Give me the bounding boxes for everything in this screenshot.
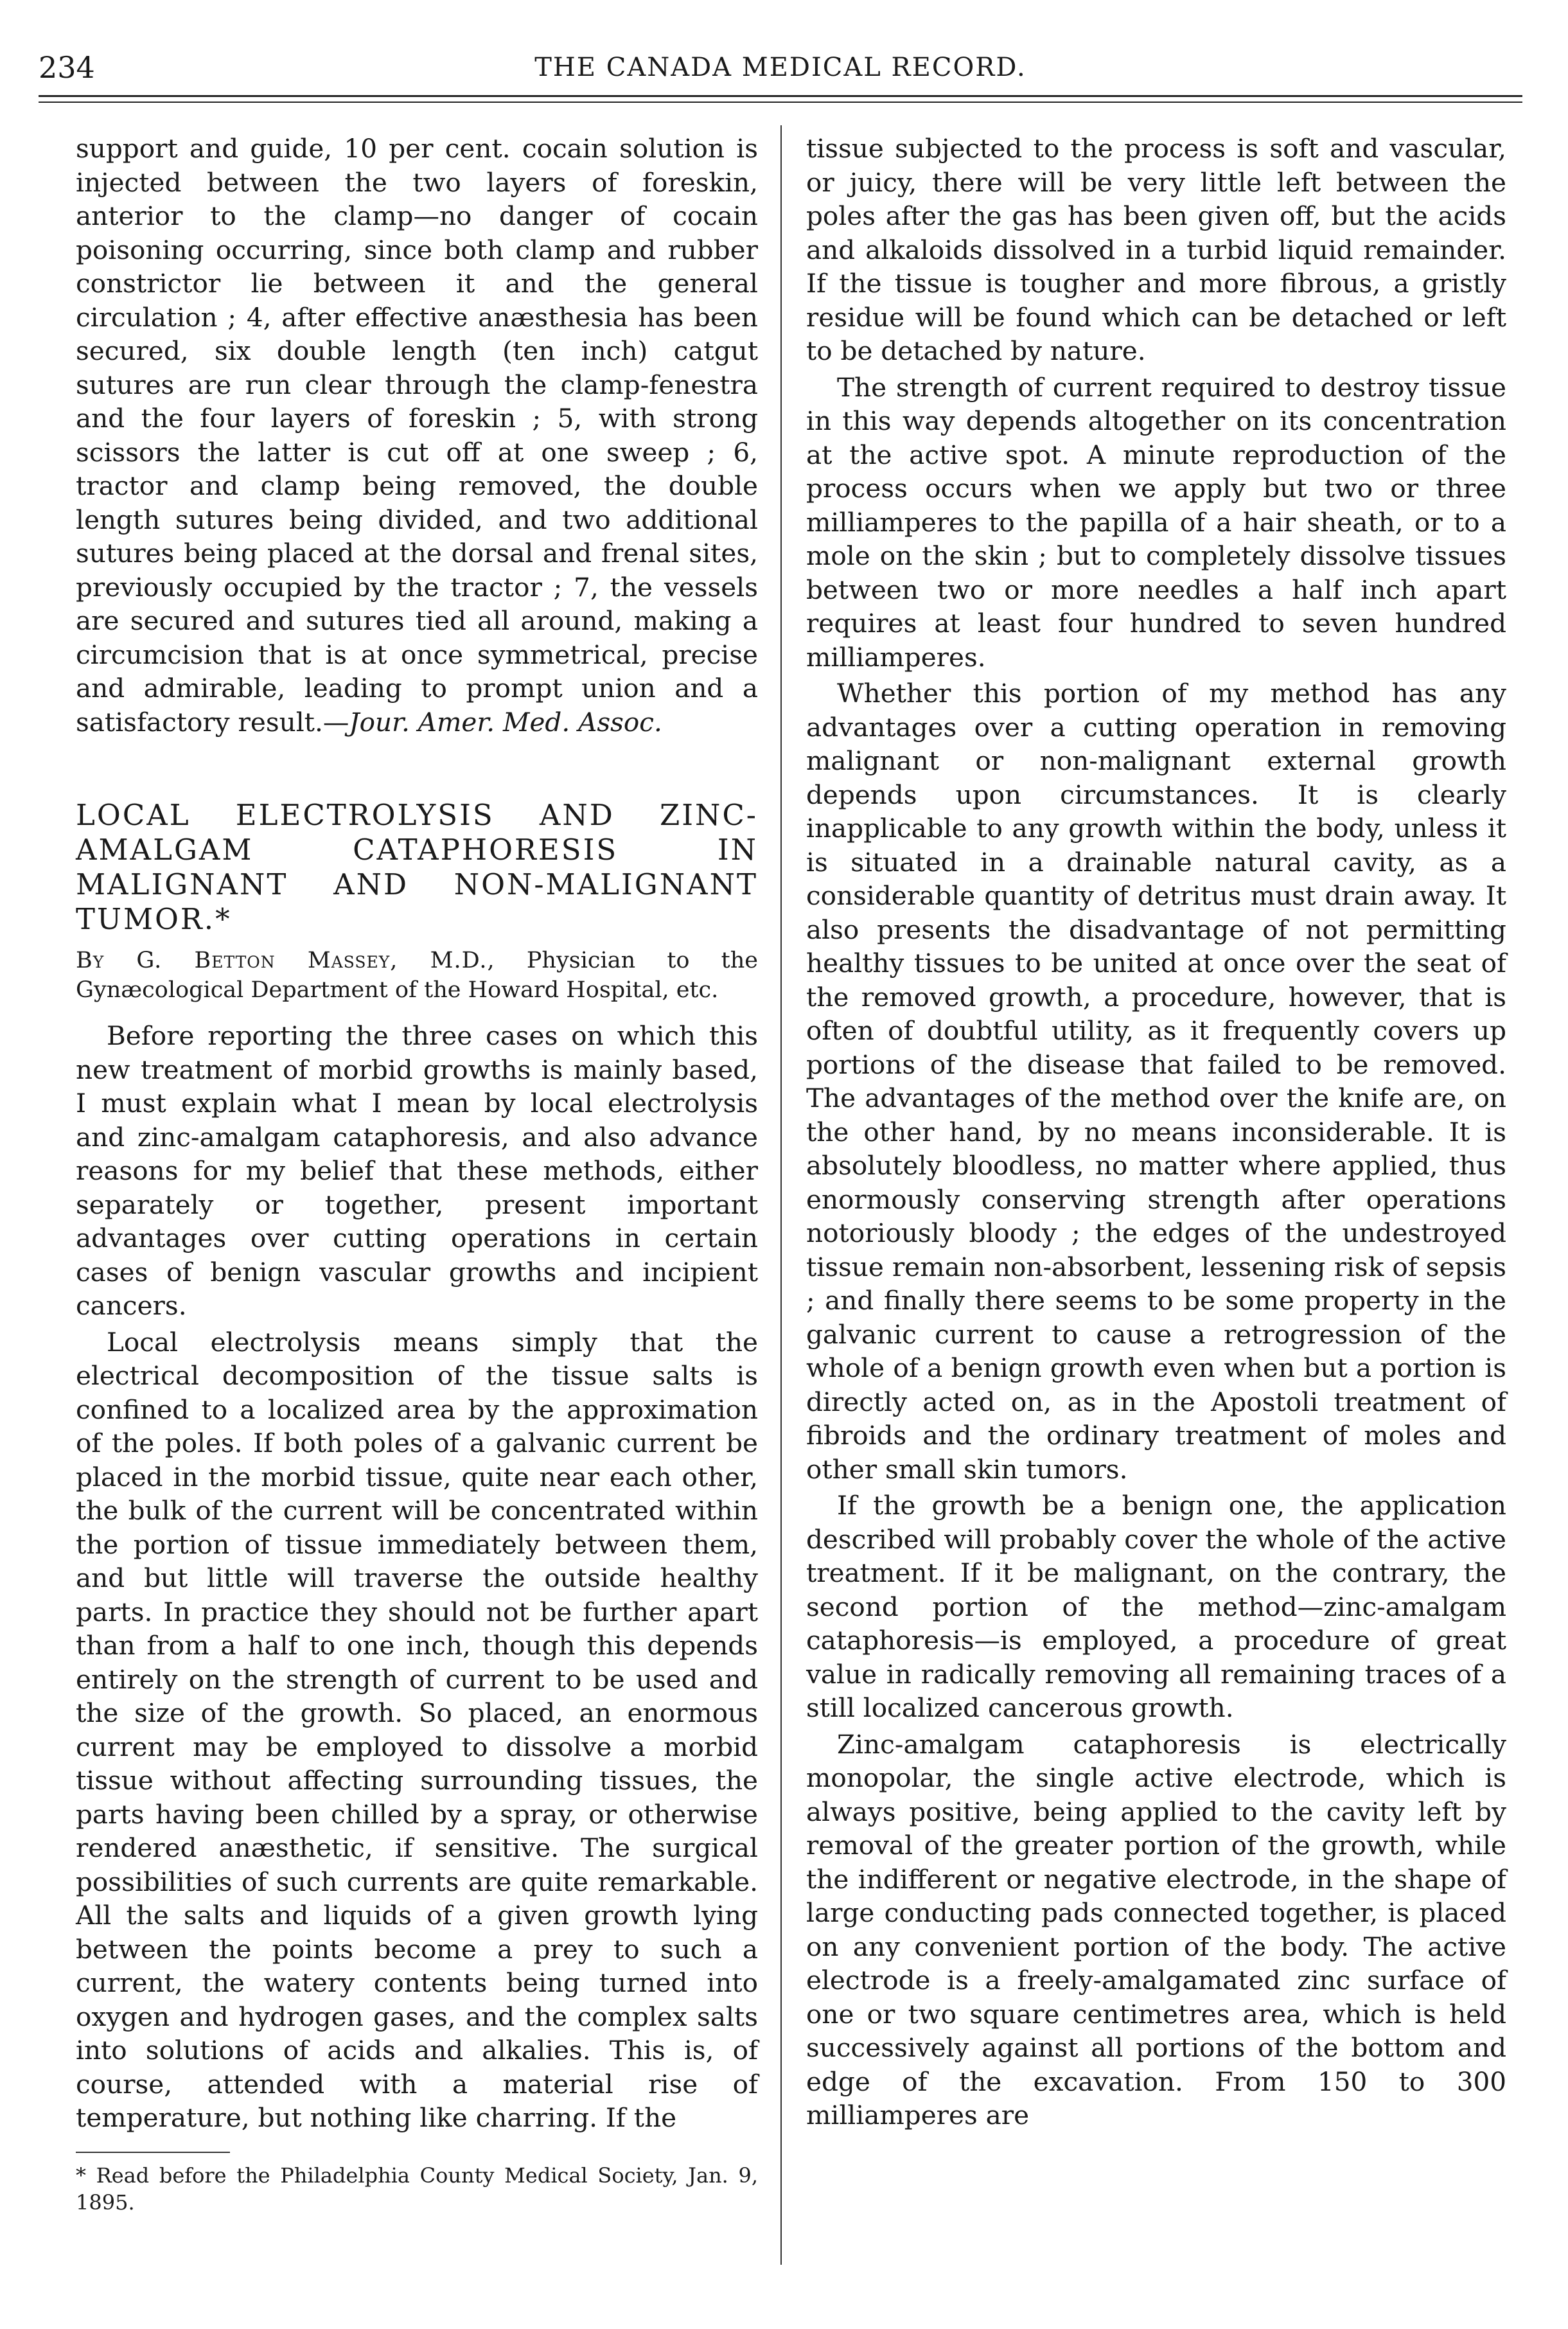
continuation-text: support and guide, 10 per cent. cocain solution is injected between the two layers of foreskin, anterior to the clamp—no danger of cocain poisoning occurring, since both clamp and rubber constrictor lie between it and the general circulation ; 4, after effective anæsthesia has been secured, six double length (ten inch) catgut sutures are run clear through the clamp-fenestra and the four layers of foreskin ; 5, with strong scissors the latter is cut off at one sweep ; 6, tractor and clamp being removed, the double length sutures being divided, and two additional sutures being placed at the dorsal and frenal sites, previously occupied by the tractor ; 7, the vessels are secured and sutures tied all around, making a circumcision that is at once symmetrical, precise and admirable, leading to prompt union and a satisfactory result.—	[76, 133, 758, 738]
right-column	[806, 132, 1506, 2132]
running-head: THE CANADA MEDICAL RECORD.	[534, 53, 1026, 82]
page-number: 234	[39, 50, 95, 85]
byline-affiliation: Physician to the Gynæcological Department of the Howard Hospital, etc.	[76, 948, 758, 1003]
body-paragraph: Zinc-amalgam cataphoresis is electrically monopolar, the single active electrode, which is always positive, being applied to the cavity left by removal of the greater portion of the growth, while the indifferent or negative electrode, in the shape of large conducting pads connected together, is placed on any convenient portion of the body. The active electrode is a freely-amalgamated zinc surface of one or two square centimetres area, which is held successively against all portions of the bottom and edge of the excavation. From 150 to 300 milliamperes are	[806, 1728, 1506, 2130]
byline-author: By G. Betton Massey, M.D.,	[76, 948, 495, 973]
article-byline	[76, 946, 758, 1005]
page-header	[39, 45, 1522, 90]
continuation-paragraph	[76, 132, 758, 739]
left-column	[76, 132, 758, 2216]
continuation-source: Jour. Amer. Med. Assoc.	[349, 706, 662, 738]
article-title: LOCAL ELECTROLYSIS AND ZINC-AMALGAM CATAPHORESIS IN MALIGNANT AND NON-MALIGNANT TUMOR.*	[76, 798, 758, 936]
column-divider	[780, 125, 782, 2265]
body-paragraph: The strength of current required to destroy tissue in this way depends altogether on its concentration at the active spot. A minute reproduction of the process occurs when we apply but two or three milliamperes to the papilla of a hair sheath, or to a mole on the skin ; but to completely dissolve tissues between two or more needles a half inch apart requires at least four hundred to seven hundred milliamperes.	[806, 371, 1506, 673]
body-paragraph: Before reporting the three cases on which this new treatment of morbid growths is mainly based, I must explain what I mean by local electrolysis and zinc-amalgam cataphoresis, and also advance reasons for my belief that these methods, either separately or together, present important advantages over cutting operations in certain cases of benign vascular growths and incipient cancers.	[76, 1020, 758, 1321]
footnote-rule	[76, 2152, 230, 2153]
body-paragraph: Local electrolysis means simply that the electrical decomposition of the tissue salts is confined to a localized area by the approximation of the poles. If both poles of a galvanic current be placed in the morbid tissue, quite near each other, the bulk of the current will be concentrated within the portion of tissue immediately between them, and but little will traverse the outside healthy parts. In practice they should not be further apart than from a half to one inch, though this depends entirely on the strength of current to be used and the size of the growth. So placed, an enormous current may be employed to dissolve a morbid tissue without affecting surrounding tissues, the parts having been chilled by a spray, or otherwise rendered anæsthetic, if sensitive. The surgical possibilities of such currents are quite remarkable. All the salts and liquids of a given growth lying between the points become a prey to such a current, the watery contents being turned into oxygen and hydrogen gases, and the complex salts into solutions of acids and alkalies. This is, of course, attended with a material rise of temperature, but nothing like charring. If the	[76, 1326, 758, 2133]
body-paragraph: tissue subjected to the process is soft and vascular, or juicy, there will be very little left between the poles after the gas has been given off, but the acids and alkaloids dissolved in a turbid liquid remainder. If the tissue is tougher and more fibrous, a gristly residue will be found which can be detached or left to be detached by nature.	[806, 133, 1506, 366]
header-rule	[39, 95, 1522, 97]
body-paragraph: Whether this portion of my method has any advantages over a cutting operation in removing malignant or non-malignant external growth depends upon circumstances. It is clearly inapplicable to any growth within the body, unless it is situated in a drainable natural cavity, as a considerable quantity of detritus must drain away. It also presents the disadvantage of not permitting healthy tissues to be united at once over the seat of the removed growth, a procedure, however, that is often of doubtful utility, as it frequently covers up portions of the disease that failed to be removed. The advantages of the method over the knife are, on the other hand, by no means inconsiderable. It is absolutely bloodless, no matter where applied, thus enormously conserving strength after operations notoriously bloody ; the edges of the undestroyed tissue remain non-absorbent, lessening risk of sepsis ; and finally there seems to be some property in the galvanic current to cause a retrogression of the whole of a benign growth even when but a portion is directly acted on, as in the Apostoli treatment of fibroids and the ordinary treatment of moles and other small skin tumors.	[806, 678, 1506, 1485]
header-rule-secondary	[39, 102, 1522, 103]
footnote: * Read before the Philadelphia County Medical Society, Jan. 9, 1895.	[76, 2163, 758, 2215]
body-paragraph: If the growth be a benign one, the application described will probably cover the whole of the active treatment. If it be malignant, on the contrary, the second portion of the method—zinc-amalgam cataphoresis—is employed, a procedure of great value in radically removing all remaining traces of a still localized cancerous growth.	[806, 1490, 1506, 1723]
